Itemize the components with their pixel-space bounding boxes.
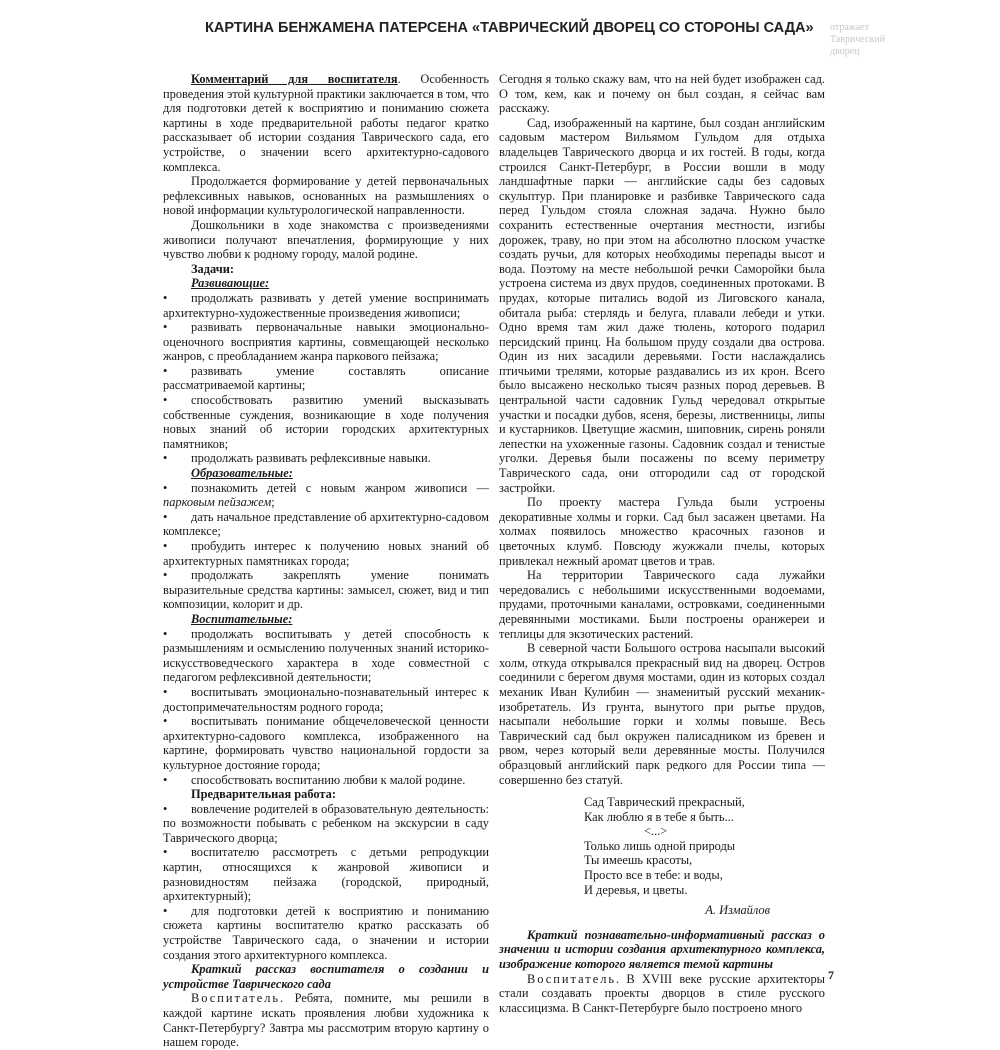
comment-text: . Особенность проведения этой культурной практики заключается в том, что для подготовки детей к восприятию и пониманию сюжета картины в ходе предварительной работы педагог кратко рассказывает об истории создания Таврического сада, его устройстве, о значении всего архитектурно-садового комплекса. bbox=[163, 72, 489, 174]
right-column bbox=[499, 72, 825, 1015]
left-column bbox=[163, 72, 489, 1050]
list-item: • воспитателю рассмотреть с детьми репродукции картин, относящихся к жанровой живописи и разновидностям пейзажа (городской, природный, архитектурный); bbox=[163, 845, 489, 904]
list-item: • развивать первоначальные навыки эмоционально-оценочного восприятия картины, совмещающей несколько жанров, с преобладанием жанра паркового пейзажа; bbox=[163, 320, 489, 364]
page-title: КАРТИНА БЕНЖАМЕНА ПАТЕРСЕНА «ТАВРИЧЕСКИЙ ДВОРЕЦ СО СТОРОНЫ САДА» bbox=[205, 20, 814, 36]
paragraph: В северной части Большого острова насыпали высокий холм, откуда открывался прекрасный вид на дворец. Остров соединили с берегом двумя мостами, один из которых создал механик Иван Кулибин — знаменитый русский механик-изобретатель. Из грунта, вынутого при рытье прудов, насыпали небольшие горки и холмы повыше. Весь Таврический сад был окружен палисадником из бревен и рвом, через который вели деревянные мосты. Получился образцовый английский парк редкого для России типа — совершенно без статуй. bbox=[499, 641, 825, 787]
list-item: • продолжать развивать рефлексивные навыки. bbox=[163, 451, 431, 466]
list-item: • продолжать воспитывать у детей способность к размышлениям и осмыслению полученных знаний историко-искусствоведческого характера в ходе совместной с педагогом рефлексивной деятельности; bbox=[163, 626, 489, 685]
poem bbox=[499, 795, 825, 897]
paragraph: Сегодня я только скажу вам, что на ней будет изображен сад. О том, кем, как и почему он был создан, я сейчас вам расскажу. bbox=[499, 72, 825, 116]
paragraph: Сад, изображенный на картине, был создан английским садовым мастером Вильямом Гульдом для отдыха владельцев Таврического дворца и их гостей. В годы, когда строился Санкт-Петербург, в России вошли в моду ландшафтные парки — английские сады без садовых скульптур. При планировке и разбивке Таврического сада перед Гульдом стояла сложная задача. Нужно было сохранить естественные очертания местности, изгибы дорожек, траву, но при этом на абсолютно плоском участке создать ручьи, для которых необходимы перепады высот и вода. Поэтому на месте небольшой речки Саморойки была устроена система из двух прудов, соединенных протоками. В прудах, которые питались водой из Лиговского канала, обитала рыба: стерлядь и белуга, плавали лебеди и утки. Одно время там жил даже тюлень, которого подарил персидский принц. На большом пруду создали два острова. Один из них засадили деревьями. Гости наслаждались птичьими трелями, которые раздавались из их крон. Всего было высажено несколько тысяч разных пород деревьев. В центральной части садовник Гульд чередовал открытые участки и посадки дубов, ясеня, березы, лиственницы, липы и кустарников. Цветущие жасмин, шиповник, сирень роняли лепестки на ухоженные газоны. Садовник создал и тенистые уголки. Деревья были посажены по всему периметру Таврического сада, они отгородили сад от городской застройки. bbox=[499, 115, 825, 495]
list-item: • воспитывать понимание общечеловеческой ценности архитектурно-садового комплекса, изображенного на картине, формировать чувство национальной гордости за культурное достояние города; bbox=[163, 714, 489, 772]
poem-line: Сад Таврический прекрасный, bbox=[584, 795, 745, 810]
list-item: • дать начальное представление об архитектурно-садовом комплексе; bbox=[163, 509, 489, 539]
list-item: • воспитывать эмоционально-познавательный интерес к достопримечательностям родного города; bbox=[163, 684, 489, 714]
list-item: • продолжать развивать у детей умение воспринимать архитектурно-художественные произведения живописи; bbox=[163, 290, 489, 320]
vos-heading: Воспитательные: bbox=[191, 611, 293, 626]
poem-line: Как люблю я в тебе я быть... bbox=[584, 809, 734, 824]
story2-heading: Краткий познавательно-информативный рассказ о значении и истории создания архитектурного комплекса, изображение которого является темой картины bbox=[499, 927, 825, 972]
prep-heading: Предварительная работа: bbox=[191, 787, 336, 802]
list-item: • для подготовки детей к восприятию и пониманию сюжета картины воспитателю кратко рассказать об устройстве Таврического сада, о значении и истории создания этого архитектурного комплекса. bbox=[163, 903, 489, 962]
list-item: • пробудить интерес к получению новых знаний об архитектурных памятниках города; bbox=[163, 539, 489, 568]
comment-label: Комментарий для воспитателя bbox=[191, 72, 398, 86]
paragraph: На территории Таврического сада лужайки чередовались с небольшими искусственными водоемами, прудами, проточными каналами, островками, соединенными деревянными мостиками. Были построены оранжереи и теплицы для экзотических растений. bbox=[499, 568, 825, 641]
list-item: • вовлечение родителей в образовательную деятельность: по возможности побывать с ребенком на экскурсии в саду Таврического дворца; bbox=[163, 801, 489, 845]
paragraph: Продолжается формирование у детей первоначальных рефлексивных навыков, основанных на размышлениях о новой информации культурологической направленности. bbox=[163, 174, 489, 218]
list-item: • познакомить детей с новым жанром живописи — парковым пейзажем; bbox=[163, 480, 489, 510]
story-heading: Краткий рассказ воспитателя о создании и устройстве Таврического сада bbox=[163, 962, 489, 991]
story-paragraph: Воспитатель. Ребята, помните, мы решили в каждой картине искать проявления любви художника к Санкт-Петербургу? Завтра мы рассмотрим вторую картину о нашем городе. bbox=[163, 991, 489, 1050]
bleed-through-text: отражает Таврический дворец bbox=[830, 22, 886, 57]
speaker-label: Воспитатель bbox=[527, 971, 617, 986]
paragraph: Дошкольники в ходе знакомства с произведениями живописи получают впечатления, формирующие у них чувство любви к родному городу, малой родине. bbox=[163, 217, 489, 262]
poem-line: <...> bbox=[644, 824, 668, 839]
dev-heading: Развивающие: bbox=[191, 276, 270, 291]
speaker-label: Воспитатель bbox=[191, 991, 281, 1006]
edu-heading: Образовательные: bbox=[191, 466, 293, 481]
poem-line: И деревья, и цветы. bbox=[584, 882, 688, 897]
poem-line: Просто все в тебе: и воды, bbox=[584, 868, 723, 883]
page bbox=[150, 0, 886, 1050]
list-item: • развивать умение составлять описание рассматриваемой картины; bbox=[163, 363, 489, 393]
page-number: 7 bbox=[828, 968, 834, 982]
list-item: • способствовать развитию умений высказывать собственные суждения, возникающие в ходе получения новых знаний об истории городских архитектурных памятников; bbox=[163, 393, 489, 451]
list-item: • способствовать воспитанию любви к малой родине. bbox=[163, 772, 466, 787]
list-item: • продолжать закреплять умение понимать выразительные средства картины: замысел, сюжет, вид и тип композиции, колорит и др. bbox=[163, 568, 489, 612]
comment-paragraph bbox=[163, 72, 489, 174]
tasks-heading: Задачи: bbox=[191, 261, 234, 276]
poem-author: А. Измайлов bbox=[705, 903, 770, 918]
poem-line: Только лишь одной природы bbox=[584, 838, 736, 853]
paragraph: По проекту мастера Гульда были устроены декоративные холмы и горки. Сад был засажен цветами. На холмах появилось множество красочных газонов и цветочных клумб. Повсюду жужжали пчелы, которых привлекал нежный аромат цветов и трав. bbox=[499, 495, 825, 568]
story2-paragraph: Воспитатель. В XVIII веке русские архитекторы стали создавать проекты дворцов в стиле русского классицизма. В Санкт-Петербурге было построено много bbox=[499, 971, 825, 1015]
poem-line: Ты имеешь красоты, bbox=[584, 853, 693, 868]
